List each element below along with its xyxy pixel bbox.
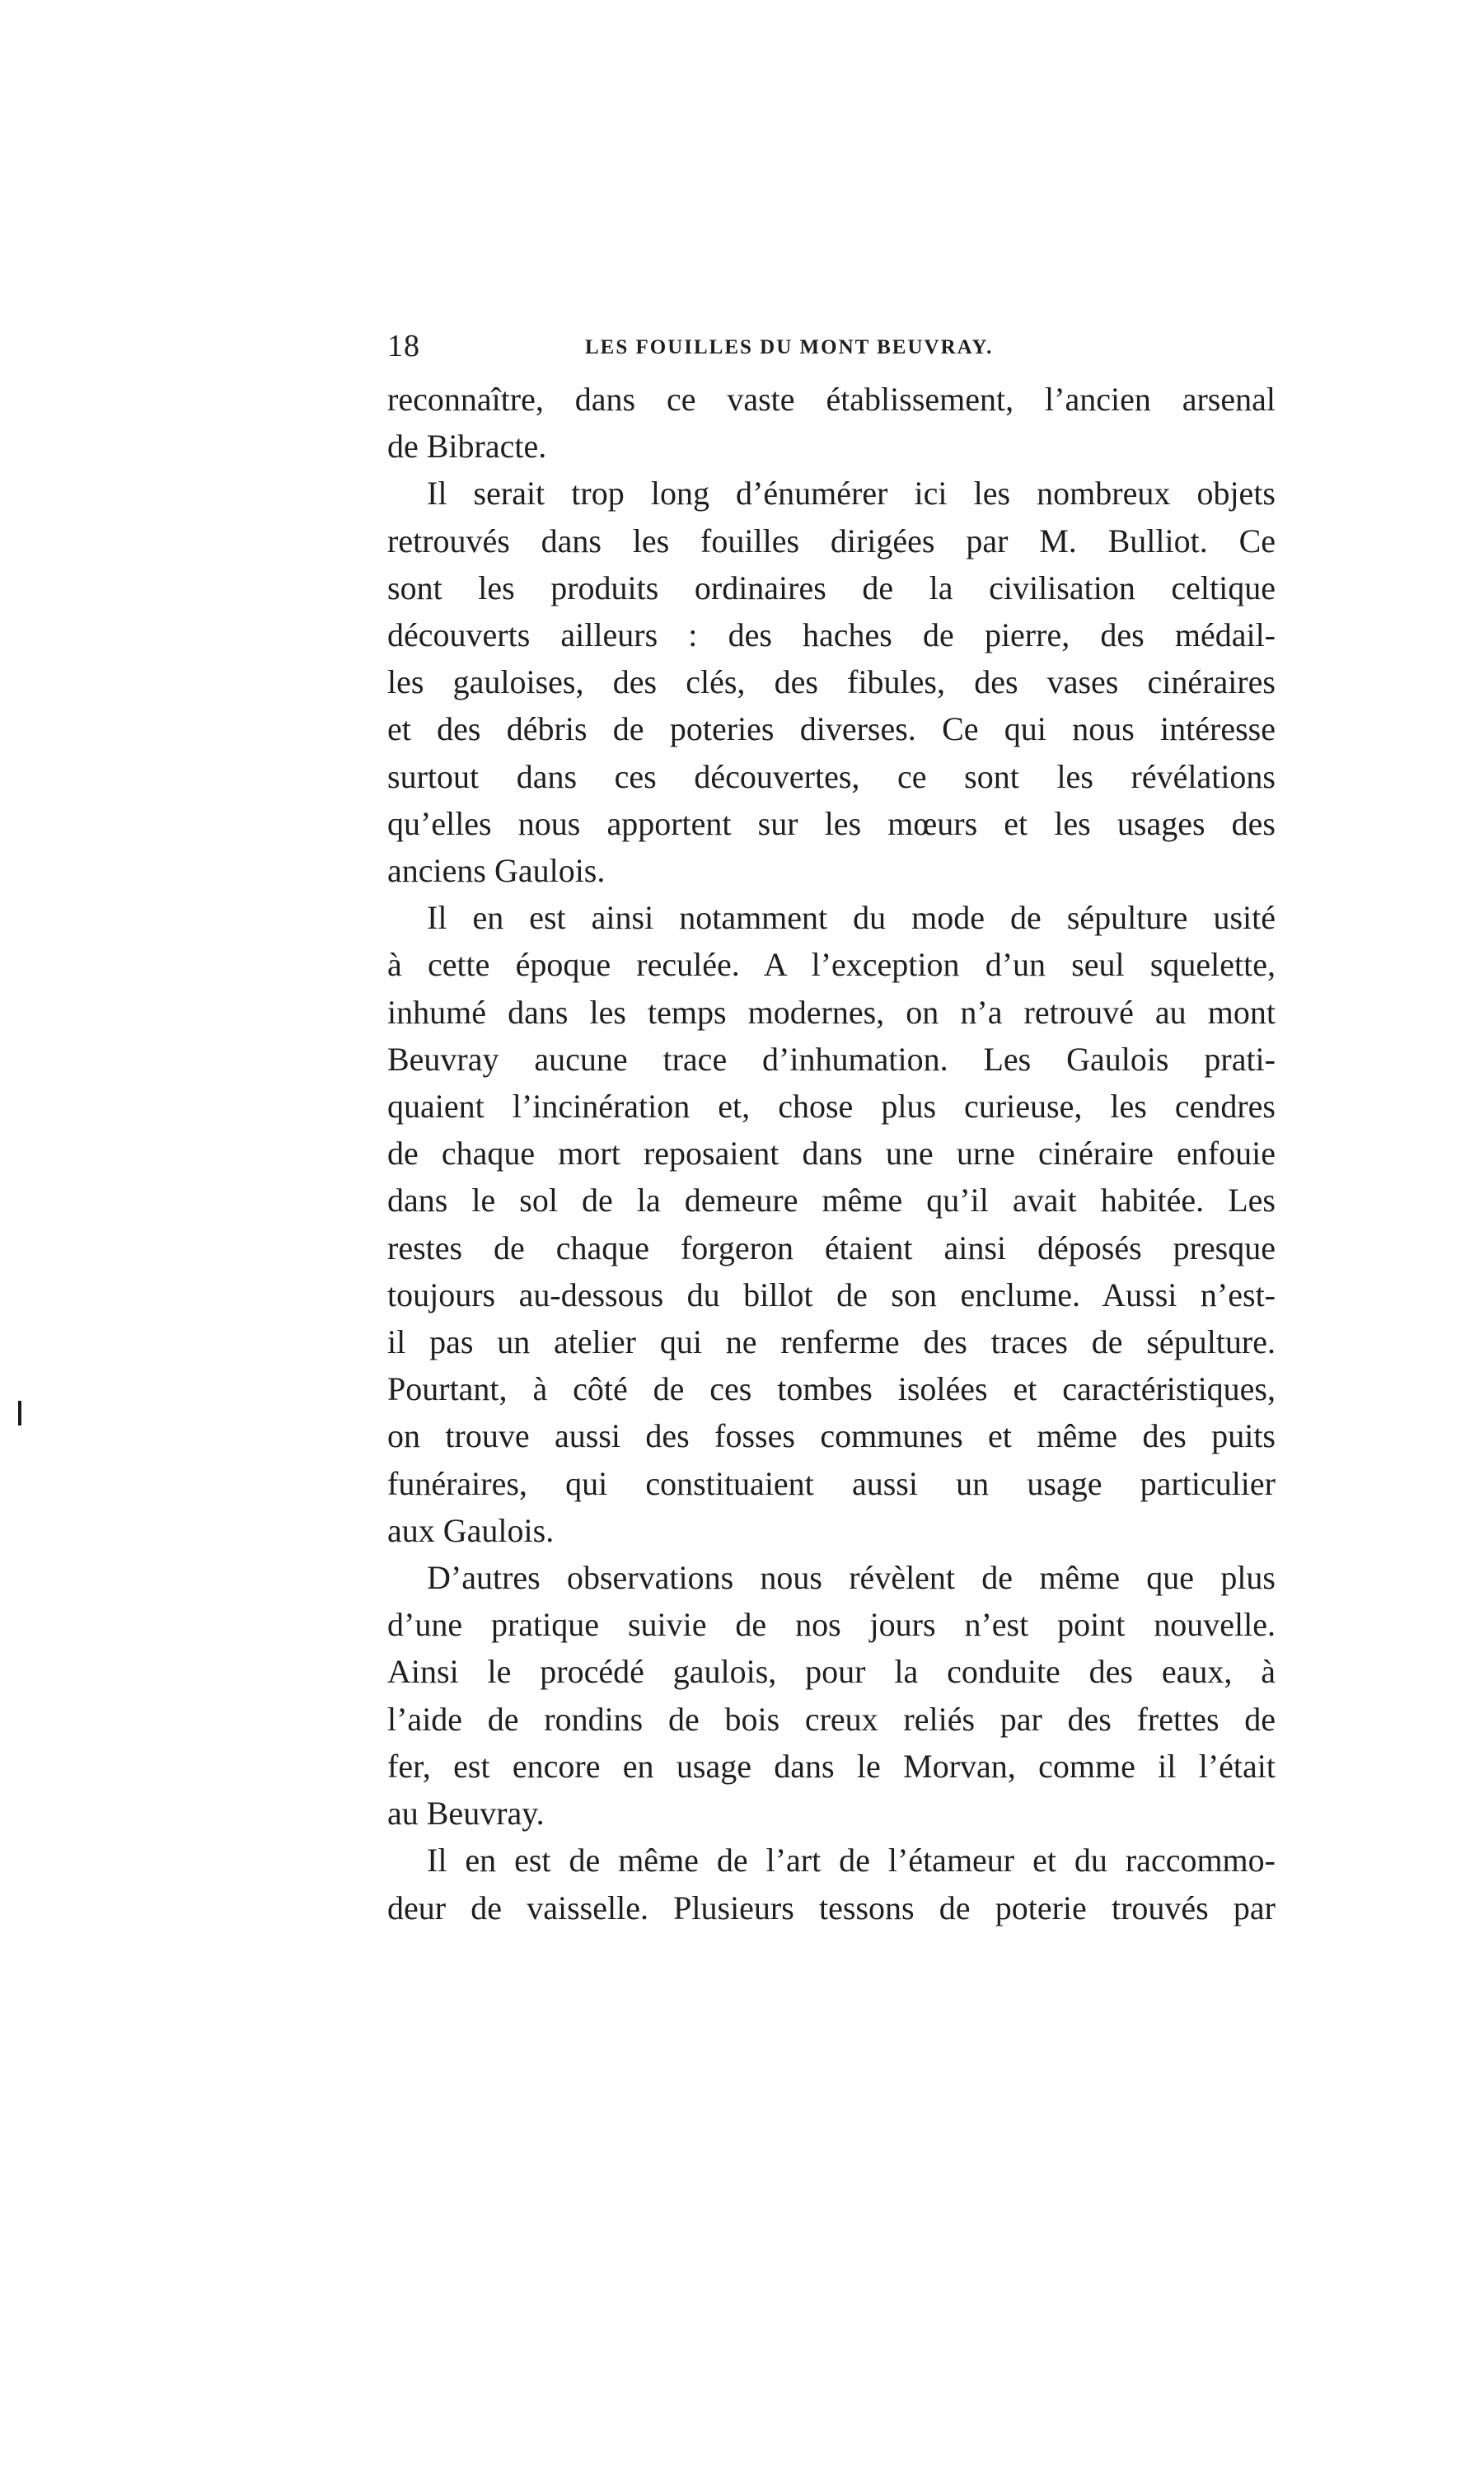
text-line: funéraires, qui constituaient aussi un usage particulier bbox=[387, 1464, 1276, 1502]
text-line: surtout dans ces découvertes, ce sont les révélations bbox=[387, 757, 1276, 795]
text-line: Beuvray aucune trace d’inhumation. Les Gaulois prati- bbox=[387, 1040, 1276, 1078]
page-number: 18 bbox=[387, 329, 420, 363]
text-line: Pourtant, à côté de ces tombes isolées et caractéristiques, bbox=[387, 1370, 1276, 1408]
running-head bbox=[387, 325, 1277, 367]
text-line: qu’elles nous apportent sur les mœurs et les usages des bbox=[387, 804, 1276, 842]
text-line: on trouve aussi des fosses communes et même des puits bbox=[387, 1417, 1276, 1455]
margin-mark bbox=[18, 1401, 21, 1425]
text-line: retrouvés dans les fouilles dirigées par M. Bulliot. Ce bbox=[387, 522, 1276, 559]
text-line: quaient l’incinération et, chose plus curieuse, les cendres bbox=[387, 1088, 1276, 1126]
text-line: et des débris de poteries diverses. Ce qui nous intéresse bbox=[387, 710, 1276, 748]
text-line: inhumé dans les temps modernes, on n’a retrouvé au mont bbox=[387, 993, 1276, 1031]
text-line: restes de chaque forgeron étaient ainsi déposés presque bbox=[387, 1229, 1276, 1266]
text-line: deur de vaisselle. Plusieurs tessons de poterie trouvés par bbox=[387, 1889, 1276, 1926]
paragraph-start-line: D’autres observations nous révèlent de même que plus bbox=[427, 1559, 1276, 1597]
text-line: de Bibracte. bbox=[387, 428, 547, 466]
text-line: découverts ailleurs : des haches de pierre, des médail- bbox=[387, 616, 1276, 654]
text-line: dans le sol de la demeure même qu’il avait habitée. Les bbox=[387, 1182, 1276, 1219]
text-line: toujours au-dessous du billot de son enclume. Aussi n’est- bbox=[387, 1276, 1276, 1313]
text-line: anciens Gaulois. bbox=[387, 852, 606, 890]
body-text bbox=[387, 376, 1276, 1931]
text-line: il pas un atelier qui ne renferme des traces de sépulture. bbox=[387, 1323, 1276, 1361]
text-line: reconnaître, dans ce vaste établissement, l’ancien arsenal bbox=[387, 381, 1276, 418]
text-line: sont les produits ordinaires de la civilisation celtique bbox=[387, 569, 1276, 606]
text-line: de chaque mort reposaient dans une urne cinéraire enfouie bbox=[387, 1135, 1276, 1173]
text-line: au Beuvray. bbox=[387, 1795, 545, 1833]
paragraph-start-line: Il serait trop long d’énumérer ici les nombreux objets bbox=[427, 475, 1276, 513]
text-line: à cette époque reculée. A l’exception d’un seul squelette, bbox=[387, 946, 1276, 984]
paragraph-start-line: Il en est de même de l’art de l’étameur et du raccommo- bbox=[427, 1842, 1276, 1879]
text-line: les gauloises, des clés, des fibules, des vases cinéraires bbox=[387, 663, 1276, 701]
text-line: d’une pratique suivie de nos jours n’est point nouvelle. bbox=[387, 1606, 1276, 1644]
paragraph-start-line: Il en est ainsi notamment du mode de sépulture usité bbox=[427, 899, 1276, 937]
text-line: aux Gaulois. bbox=[387, 1511, 555, 1549]
text-line: fer, est encore en usage dans le Morvan, comme il l’était bbox=[387, 1747, 1276, 1785]
text-line: l’aide de rondins de bois creux reliés par des frettes de bbox=[387, 1700, 1276, 1738]
text-line: Ainsi le procédé gaulois, pour la conduite des eaux, à bbox=[387, 1653, 1276, 1691]
running-title: LES FOUILLES DU MONT BEUVRAY. bbox=[585, 336, 994, 358]
